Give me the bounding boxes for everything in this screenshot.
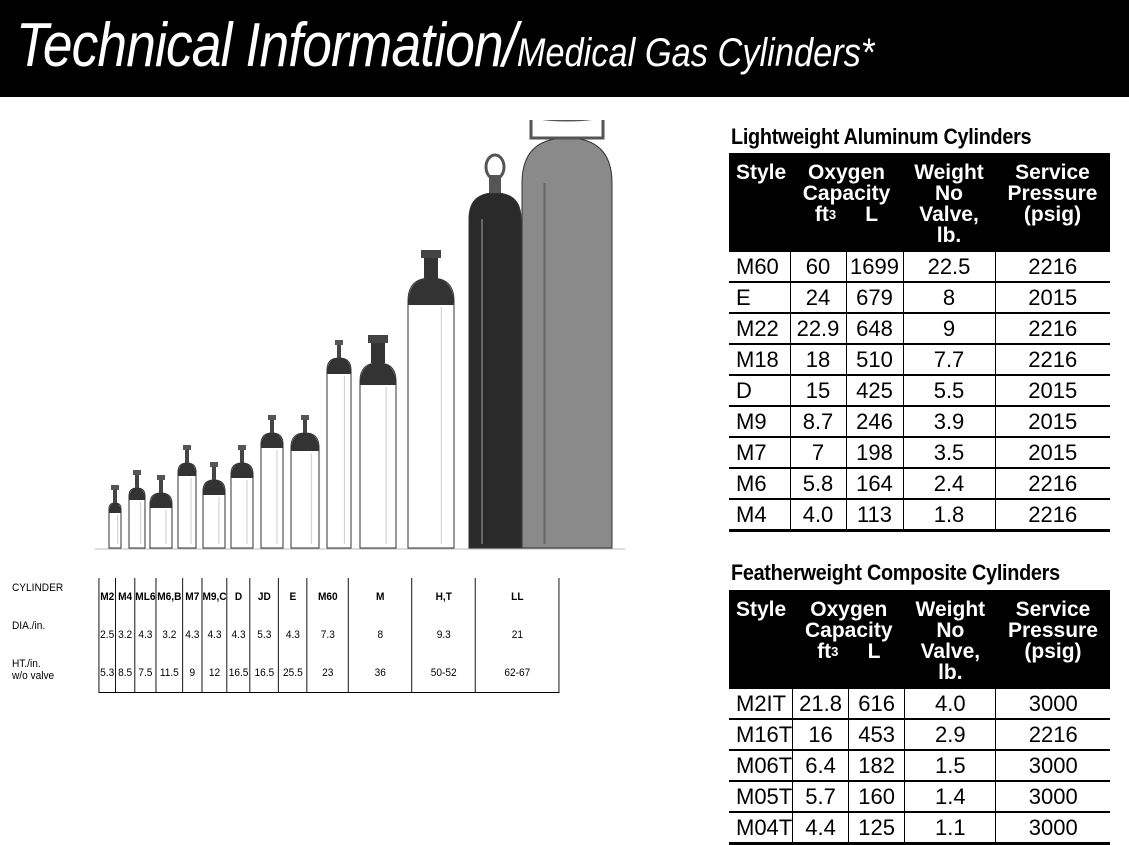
row-label-diameter: DIA./in.	[12, 620, 46, 632]
table-row	[729, 252, 1110, 282]
oxygen-liters-cell: 198	[846, 437, 903, 468]
style-cell: D	[729, 375, 790, 406]
cylinder-graphic	[360, 335, 396, 548]
height-cell: 23	[307, 654, 348, 692]
title-banner	[0, 0, 1129, 97]
weight-header: Weight No Valve, lb.	[903, 153, 995, 252]
cylinder-graphic	[203, 462, 225, 548]
oxygen-ft3-cell: 5.7	[793, 781, 849, 812]
pressure-cell: 2015	[995, 406, 1110, 437]
diameter-cell: 4.3	[227, 616, 250, 654]
cylinder-graphic	[150, 475, 172, 548]
height-sublabel: w/o valve	[12, 670, 55, 682]
pressure-cell: 2015	[995, 437, 1110, 468]
oxygen-liters-cell: 648	[846, 313, 903, 344]
table-row	[729, 406, 1110, 437]
style-cell: M05T	[729, 781, 793, 812]
table-row	[729, 282, 1110, 313]
aluminum-table-body	[729, 252, 1110, 531]
aluminum-table-title: Lightweight Aluminum Cylinders	[731, 124, 1032, 149]
cylinder-name-cell: M7	[183, 578, 202, 616]
cylinder-name-cell: M4	[116, 578, 135, 616]
oxygen-liters-cell: 510	[846, 344, 903, 375]
height-cell: 62-67	[475, 654, 559, 692]
oxygen-ft3-cell: 6.4	[793, 750, 849, 781]
cylinder-dimension-table	[12, 578, 607, 693]
oxygen-ft3-cell: 16	[793, 719, 849, 750]
oxygen-liters-cell: 246	[846, 406, 903, 437]
pressure-cell: 2216	[995, 252, 1110, 282]
oxygen-liters-cell: 679	[846, 282, 903, 313]
oxygen-liters-cell: 160	[848, 781, 904, 812]
oxygen-liters-cell: 125	[848, 812, 904, 844]
table-row	[729, 468, 1110, 499]
table-row	[729, 313, 1110, 344]
pressure-cell: 2015	[995, 375, 1110, 406]
pressure-cell: 3000	[996, 750, 1110, 781]
capacity-label: Capacity	[804, 619, 893, 642]
pressure-header: Service Pressure (psig)	[996, 590, 1110, 689]
title-main: Technical Information/	[16, 11, 517, 80]
pressure-cell: 2216	[995, 344, 1110, 375]
liters-unit: L	[867, 640, 881, 663]
height-cell: 8.5	[116, 654, 135, 692]
table-row	[729, 344, 1110, 375]
diameter-cell: 8	[349, 616, 412, 654]
weight-cell: 22.5	[903, 252, 995, 282]
weight-cell: 2.4	[903, 468, 995, 499]
table-row	[729, 689, 1110, 719]
style-cell: M18	[729, 344, 790, 375]
style-cell: M16T	[729, 719, 793, 750]
weight-cell: 7.7	[903, 344, 995, 375]
oxygen-label: Oxygen	[810, 598, 888, 621]
style-cell: M04T	[729, 812, 793, 844]
cylinder-graphic	[109, 485, 121, 548]
height-cell: 11.5	[156, 654, 183, 692]
style-cell: M22	[729, 313, 790, 344]
diameter-cell: 21	[475, 616, 559, 654]
aluminum-table-header	[729, 153, 1110, 252]
cylinder-graphic	[129, 470, 145, 548]
style-cell: M9	[729, 406, 790, 437]
cylinder-name-cell: LL	[475, 578, 559, 616]
diameter-cell: 3.2	[116, 616, 135, 654]
pressure-cell: 2216	[995, 499, 1110, 531]
style-header: Style	[729, 590, 793, 689]
cylinder-graphic	[231, 445, 253, 548]
weight-cell: 2.9	[905, 719, 996, 750]
style-cell: M7	[729, 437, 790, 468]
weight-cell: 3.5	[903, 437, 995, 468]
table-row	[729, 437, 1110, 468]
diameter-cell: 7.3	[307, 616, 348, 654]
pressure-cell: 2216	[995, 468, 1110, 499]
height-cell: 12	[202, 654, 227, 692]
diameter-cell: 4.3	[202, 616, 227, 654]
pressure-cell: 3000	[996, 781, 1110, 812]
oxygen-ft3-cell: 7	[790, 437, 846, 468]
cylinder-lineup-illustration	[95, 120, 625, 560]
height-label: HT./in.	[12, 658, 41, 670]
diameter-cell: 9.3	[412, 616, 475, 654]
oxygen-ft3-cell: 24	[790, 282, 846, 313]
style-cell: M06T	[729, 750, 793, 781]
table-row	[729, 781, 1110, 812]
cylinder-name-cell: M6,B	[156, 578, 183, 616]
cylinder-lineup-photo	[95, 120, 625, 560]
row-label-height	[12, 654, 99, 692]
oxygen-label: Oxygen	[807, 161, 886, 184]
pressure-cell: 2216	[995, 313, 1110, 344]
height-cell: 16.5	[227, 654, 250, 692]
weight-cell: 8	[903, 282, 995, 313]
composite-table-header	[729, 590, 1110, 689]
cylinder-name-cell: M2	[99, 578, 116, 616]
oxygen-ft3-cell: 22.9	[790, 313, 846, 344]
oxygen-ft3-cell: 4.4	[793, 812, 849, 844]
diameter-cell: 4.3	[279, 616, 308, 654]
cylinder-graphic	[408, 250, 454, 548]
style-cell: M6	[729, 468, 790, 499]
oxygen-liters-cell: 453	[848, 719, 904, 750]
diameter-cell: 5.3	[250, 616, 279, 654]
pressure-header: Service Pressure (psig)	[995, 153, 1110, 252]
oxygen-liters-cell: 113	[846, 499, 903, 531]
height-cell: 50-52	[412, 654, 475, 692]
cylinder-graphic	[522, 120, 612, 548]
oxygen-liters-cell: 1699	[846, 252, 903, 282]
row-label-cylinder: CYLINDER	[12, 582, 64, 594]
cylinder-graphic	[327, 340, 351, 548]
oxygen-ft3-cell: 15	[790, 375, 846, 406]
table-row	[729, 750, 1110, 781]
weight-cell: 1.4	[905, 781, 996, 812]
table-row	[729, 812, 1110, 844]
weight-cell: 5.5	[903, 375, 995, 406]
oxygen-liters-cell: 425	[846, 375, 903, 406]
height-cell: 16.5	[250, 654, 279, 692]
weight-cell: 1.8	[903, 499, 995, 531]
style-cell: M60	[729, 252, 790, 282]
height-cell: 25.5	[279, 654, 308, 692]
oxygen-liters-cell: 164	[846, 468, 903, 499]
cylinder-name-cell: ML6	[135, 578, 156, 616]
oxygen-ft3-cell: 60	[790, 252, 846, 282]
composite-table-body	[729, 689, 1110, 844]
diameter-cell: 4.3	[135, 616, 156, 654]
oxygen-ft3-cell: 5.8	[790, 468, 846, 499]
pressure-cell: 3000	[996, 689, 1110, 719]
cylinder-graphic	[291, 415, 319, 548]
weight-cell: 1.1	[905, 812, 996, 844]
style-cell: E	[729, 282, 790, 313]
cylinder-graphic	[178, 445, 196, 548]
weight-cell: 1.5	[905, 750, 996, 781]
cylinder-name-cell: M	[349, 578, 412, 616]
oxygen-ft3-cell: 4.0	[790, 499, 846, 531]
cylinder-name-cell: E	[279, 578, 308, 616]
pressure-cell: 3000	[996, 812, 1110, 844]
oxygen-liters-cell: 616	[848, 689, 904, 719]
oxygen-capacity-header	[790, 153, 903, 252]
height-cell: 7.5	[135, 654, 156, 692]
weight-cell: 3.9	[903, 406, 995, 437]
oxygen-ft3-cell: 21.8	[793, 689, 849, 719]
capacity-label: Capacity	[802, 182, 891, 205]
oxygen-capacity-header	[793, 590, 905, 689]
table-row	[729, 499, 1110, 531]
cylinder-name-cell: M9,C	[202, 578, 227, 616]
oxygen-liters-cell: 182	[848, 750, 904, 781]
diameter-cell: 3.2	[156, 616, 183, 654]
cylinder-name-cell: JD	[250, 578, 279, 616]
weight-cell: 4.0	[905, 689, 996, 719]
ft3-unit: $ft^3$	[814, 203, 837, 226]
pressure-cell: 2015	[995, 282, 1110, 313]
table-row	[729, 719, 1110, 750]
pressure-cell: 2216	[996, 719, 1110, 750]
diameter-cell: 4.3	[183, 616, 202, 654]
style-cell: M4	[729, 499, 790, 531]
table-row	[729, 375, 1110, 406]
height-cell: 9	[183, 654, 202, 692]
composite-table-title: Featherweight Composite Cylinders	[731, 560, 1060, 585]
ft3-unit: $ft^3$	[817, 640, 839, 663]
cylinder-graphic	[261, 415, 283, 548]
page-title	[16, 10, 874, 81]
aluminum-cylinders-table	[729, 153, 1110, 532]
composite-cylinders-table	[729, 590, 1110, 845]
cylinder-name-cell: D	[227, 578, 250, 616]
cylinder-name-cell: H,T	[412, 578, 475, 616]
oxygen-ft3-cell: 18	[790, 344, 846, 375]
style-cell: M2IT	[729, 689, 793, 719]
cylinder-name-cell: M60	[307, 578, 348, 616]
liters-unit: L	[865, 203, 879, 226]
cylinder-graphic	[469, 155, 521, 548]
diameter-cell: 2.5	[99, 616, 116, 654]
height-cell: 36	[349, 654, 412, 692]
height-cell: 5.3	[99, 654, 116, 692]
dimension-table	[12, 578, 560, 693]
oxygen-ft3-cell: 8.7	[790, 406, 846, 437]
weight-header: Weight No Valve, lb.	[905, 590, 996, 689]
style-header: Style	[729, 153, 790, 252]
title-subtitle: Medical Gas Cylinders*	[516, 31, 875, 75]
weight-cell: 9	[903, 313, 995, 344]
